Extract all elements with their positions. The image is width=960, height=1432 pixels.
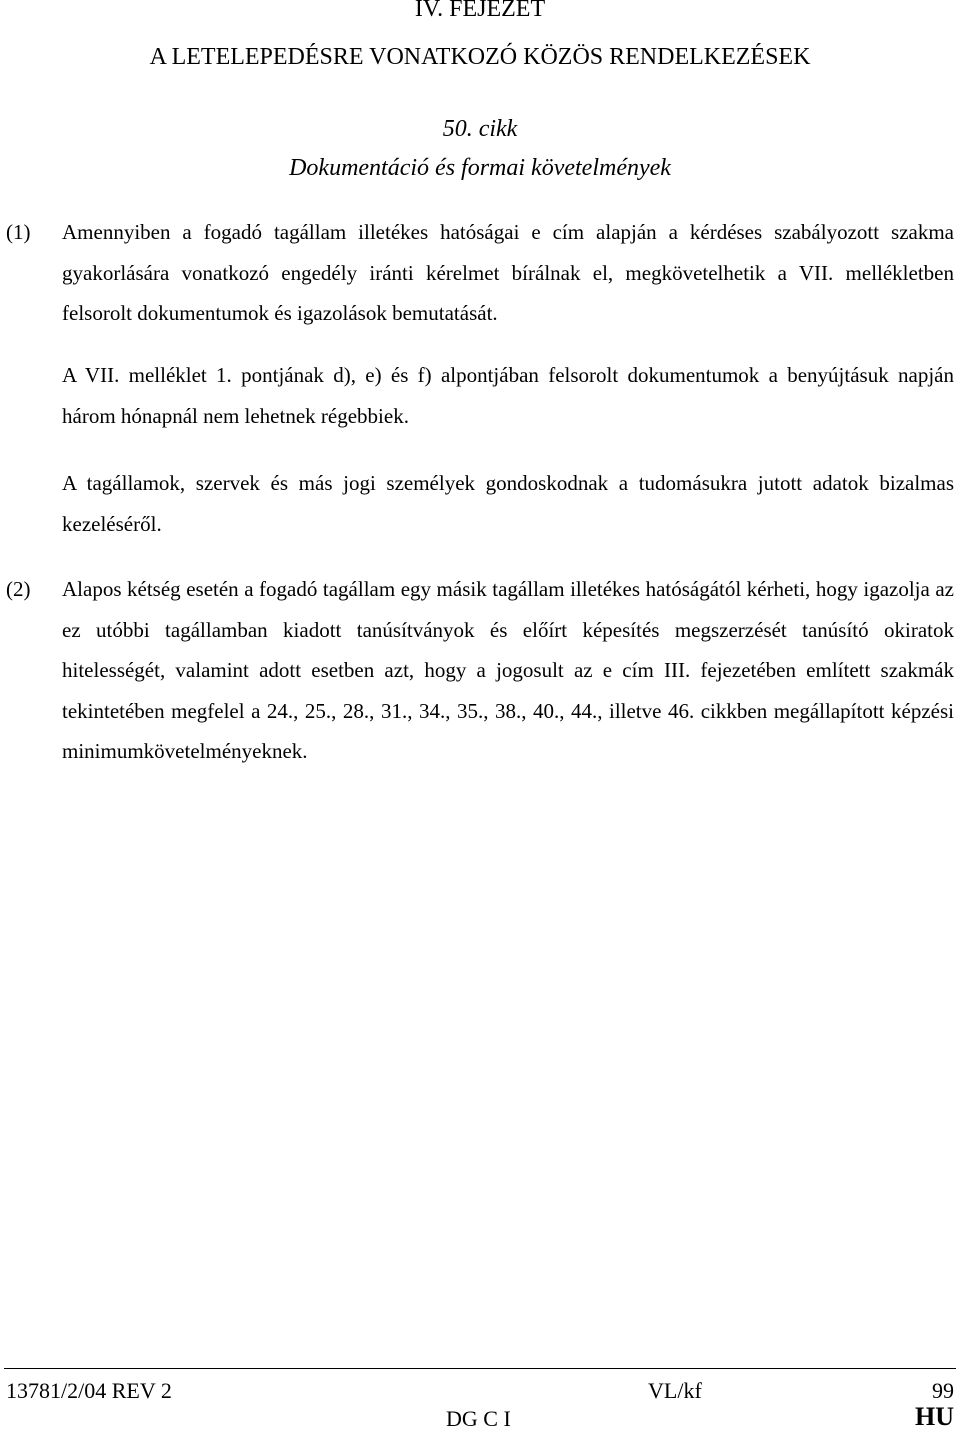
chapter-title: A LETELEPEDÉSRE VONATKOZÓ KÖZÖS RENDELKEZÉSEK [149,44,811,70]
page-number: 99 [932,1378,954,1403]
chapter-heading: IV. FEJEZET [414,0,546,22]
paragraph-2-number: (2) [6,577,31,601]
footer-divider [4,1368,956,1369]
document-reference: 13781/2/04 REV 2 [6,1378,172,1403]
author-initials: VL/kf [648,1378,702,1403]
paragraph-1-number: (1) [6,220,31,244]
article-title: Dokumentáció és formai követelmények [289,155,671,181]
paragraph-1-text: Amennyiben a fogadó tagállam illetékes hatóságai e cím alapján a kérdéses szabályozott szakma gyakorlására vonatkozó engedély iránti kérelmet bírálnak el, megkövetelhetik a VII. mellékletben felsorolt dokumentumok és igazolások bemutatását. [62,220,954,325]
paragraph-2-text: Alapos kétség esetén a fogadó tagállam egy másik tagállam illetékes hatóságától kérheti, hogy igazolja az ez utóbbi tagállamban kiadott tanúsítványok és előírt képesítés megszerzését tanúsító okiratok hitelességét, valamint adott esetben azt, hogy a jogosult az e cím III. fejezetében említett szakmák tekintetében megfelel a 24., 25., 28., 31., 34., 35., 38., 40., 44., illetve 46. cikkben megállapított képzési minimumkövetelményeknek. [62,577,954,763]
directorate-general: DG C I [446,1406,511,1431]
paragraph-1-subparagraph-3: A tagállamok, szervek és más jogi személyek gondoskodnak a tudomásukra jutott adatok bizalmas kezeléséről. [62,471,954,536]
language-code: HU [915,1402,954,1431]
article-number: 50. cikk [442,116,518,142]
paragraph-1-subparagraph-2: A VII. melléklet 1. pontjának d), e) és f) alpontjában felsorolt dokumentumok a benyújtásuk napján három hónapnál nem lehetnek régebbiek. [62,363,954,428]
